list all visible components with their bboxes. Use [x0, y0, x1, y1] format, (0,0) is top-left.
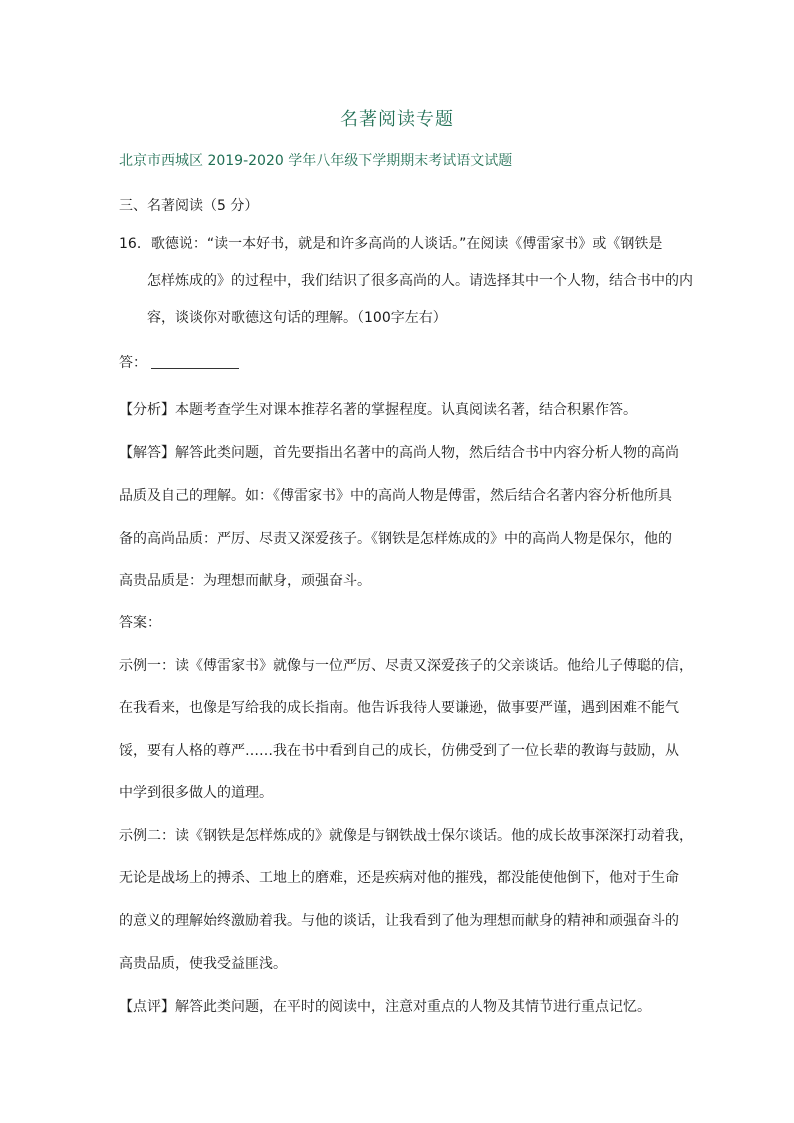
example-one-line: 中学到很多做人的道理。 — [119, 785, 273, 801]
example-two-line: 的意义的理解始终激励着我。与他的谈话，让我看到了他为理想而献身的精神和顽强奋斗的 — [119, 913, 679, 929]
comment-paragraph: 【点评】解答此类问题，在平时的阅读中，注意对重点的人物及其情节进行重点记忆。 — [119, 999, 651, 1015]
question-line: 容，谈谈你对歌德这句话的理解。（100字左右） — [147, 310, 447, 326]
question-line: 16．歌德说：“读一本好书，就是和许多高尚的人谈话。”在阅读《傅雷家书》或《钢铁是 — [119, 236, 663, 252]
example-one-line: 在我看来，也像是写给我的成长指南。他告诉我待人要谦逊，做事要严谨，遇到困难不能气 — [119, 700, 679, 716]
solution-line: 【解答】解答此类问题，首先要指出名著中的高尚人物，然后结合书中内容分析人物的高尚 — [119, 445, 679, 461]
answer-line — [119, 352, 239, 372]
answer-blank — [151, 354, 239, 369]
answer-heading: 答案： — [119, 615, 161, 631]
document-title: 名著阅读专题 — [340, 109, 454, 130]
exam-source: 北京市西城区 2019-2020 学年八年级下学期期末考试语文试题 — [119, 153, 513, 169]
solution-line: 高贵品质是：为理想而献身，顽强奋斗。 — [119, 573, 371, 589]
answer-label: 答： — [119, 355, 147, 371]
example-two-line: 高贵品质，使我受益匪浅。 — [119, 956, 287, 972]
example-two-line: 示例二：读《钢铁是怎样炼成的》就像是与钢铁战士保尔谈话。他的成长故事深深打动着我， — [119, 828, 693, 844]
example-one-line: 馁，要有人格的尊严……我在书中看到自己的成长，仿佛受到了一位长辈的教诲与鼓励，从 — [119, 743, 679, 759]
question-line: 怎样炼成的》的过程中，我们结识了很多高尚的人。请选择其中一个人物，结合书中的内 — [147, 273, 693, 289]
example-two-line: 无论是战场上的搏杀、工地上的磨难，还是疾病对他的摧残，都没能使他倒下，他对于生命 — [119, 870, 679, 886]
solution-line: 品质及自己的理解。如：《傅雷家书》中的高尚人物是傅雷，然后结合名著内容分析他所具 — [119, 488, 672, 504]
solution-line: 备的高尚品质：严厉、尽责又深爱孩子。《钢铁是怎样炼成的》中的高尚人物是保尔，他的 — [119, 531, 672, 547]
analysis-paragraph: 【分析】本题考查学生对课本推荐名著的掌握程度。认真阅读名著，结合积累作答。 — [119, 402, 637, 418]
section-heading: 三、名著阅读（5 分） — [119, 198, 259, 214]
example-one-line: 示例一：读《傅雷家书》就像与一位严厉、尽责又深爱孩子的父亲谈话。他给儿子傅聪的信， — [119, 658, 693, 674]
